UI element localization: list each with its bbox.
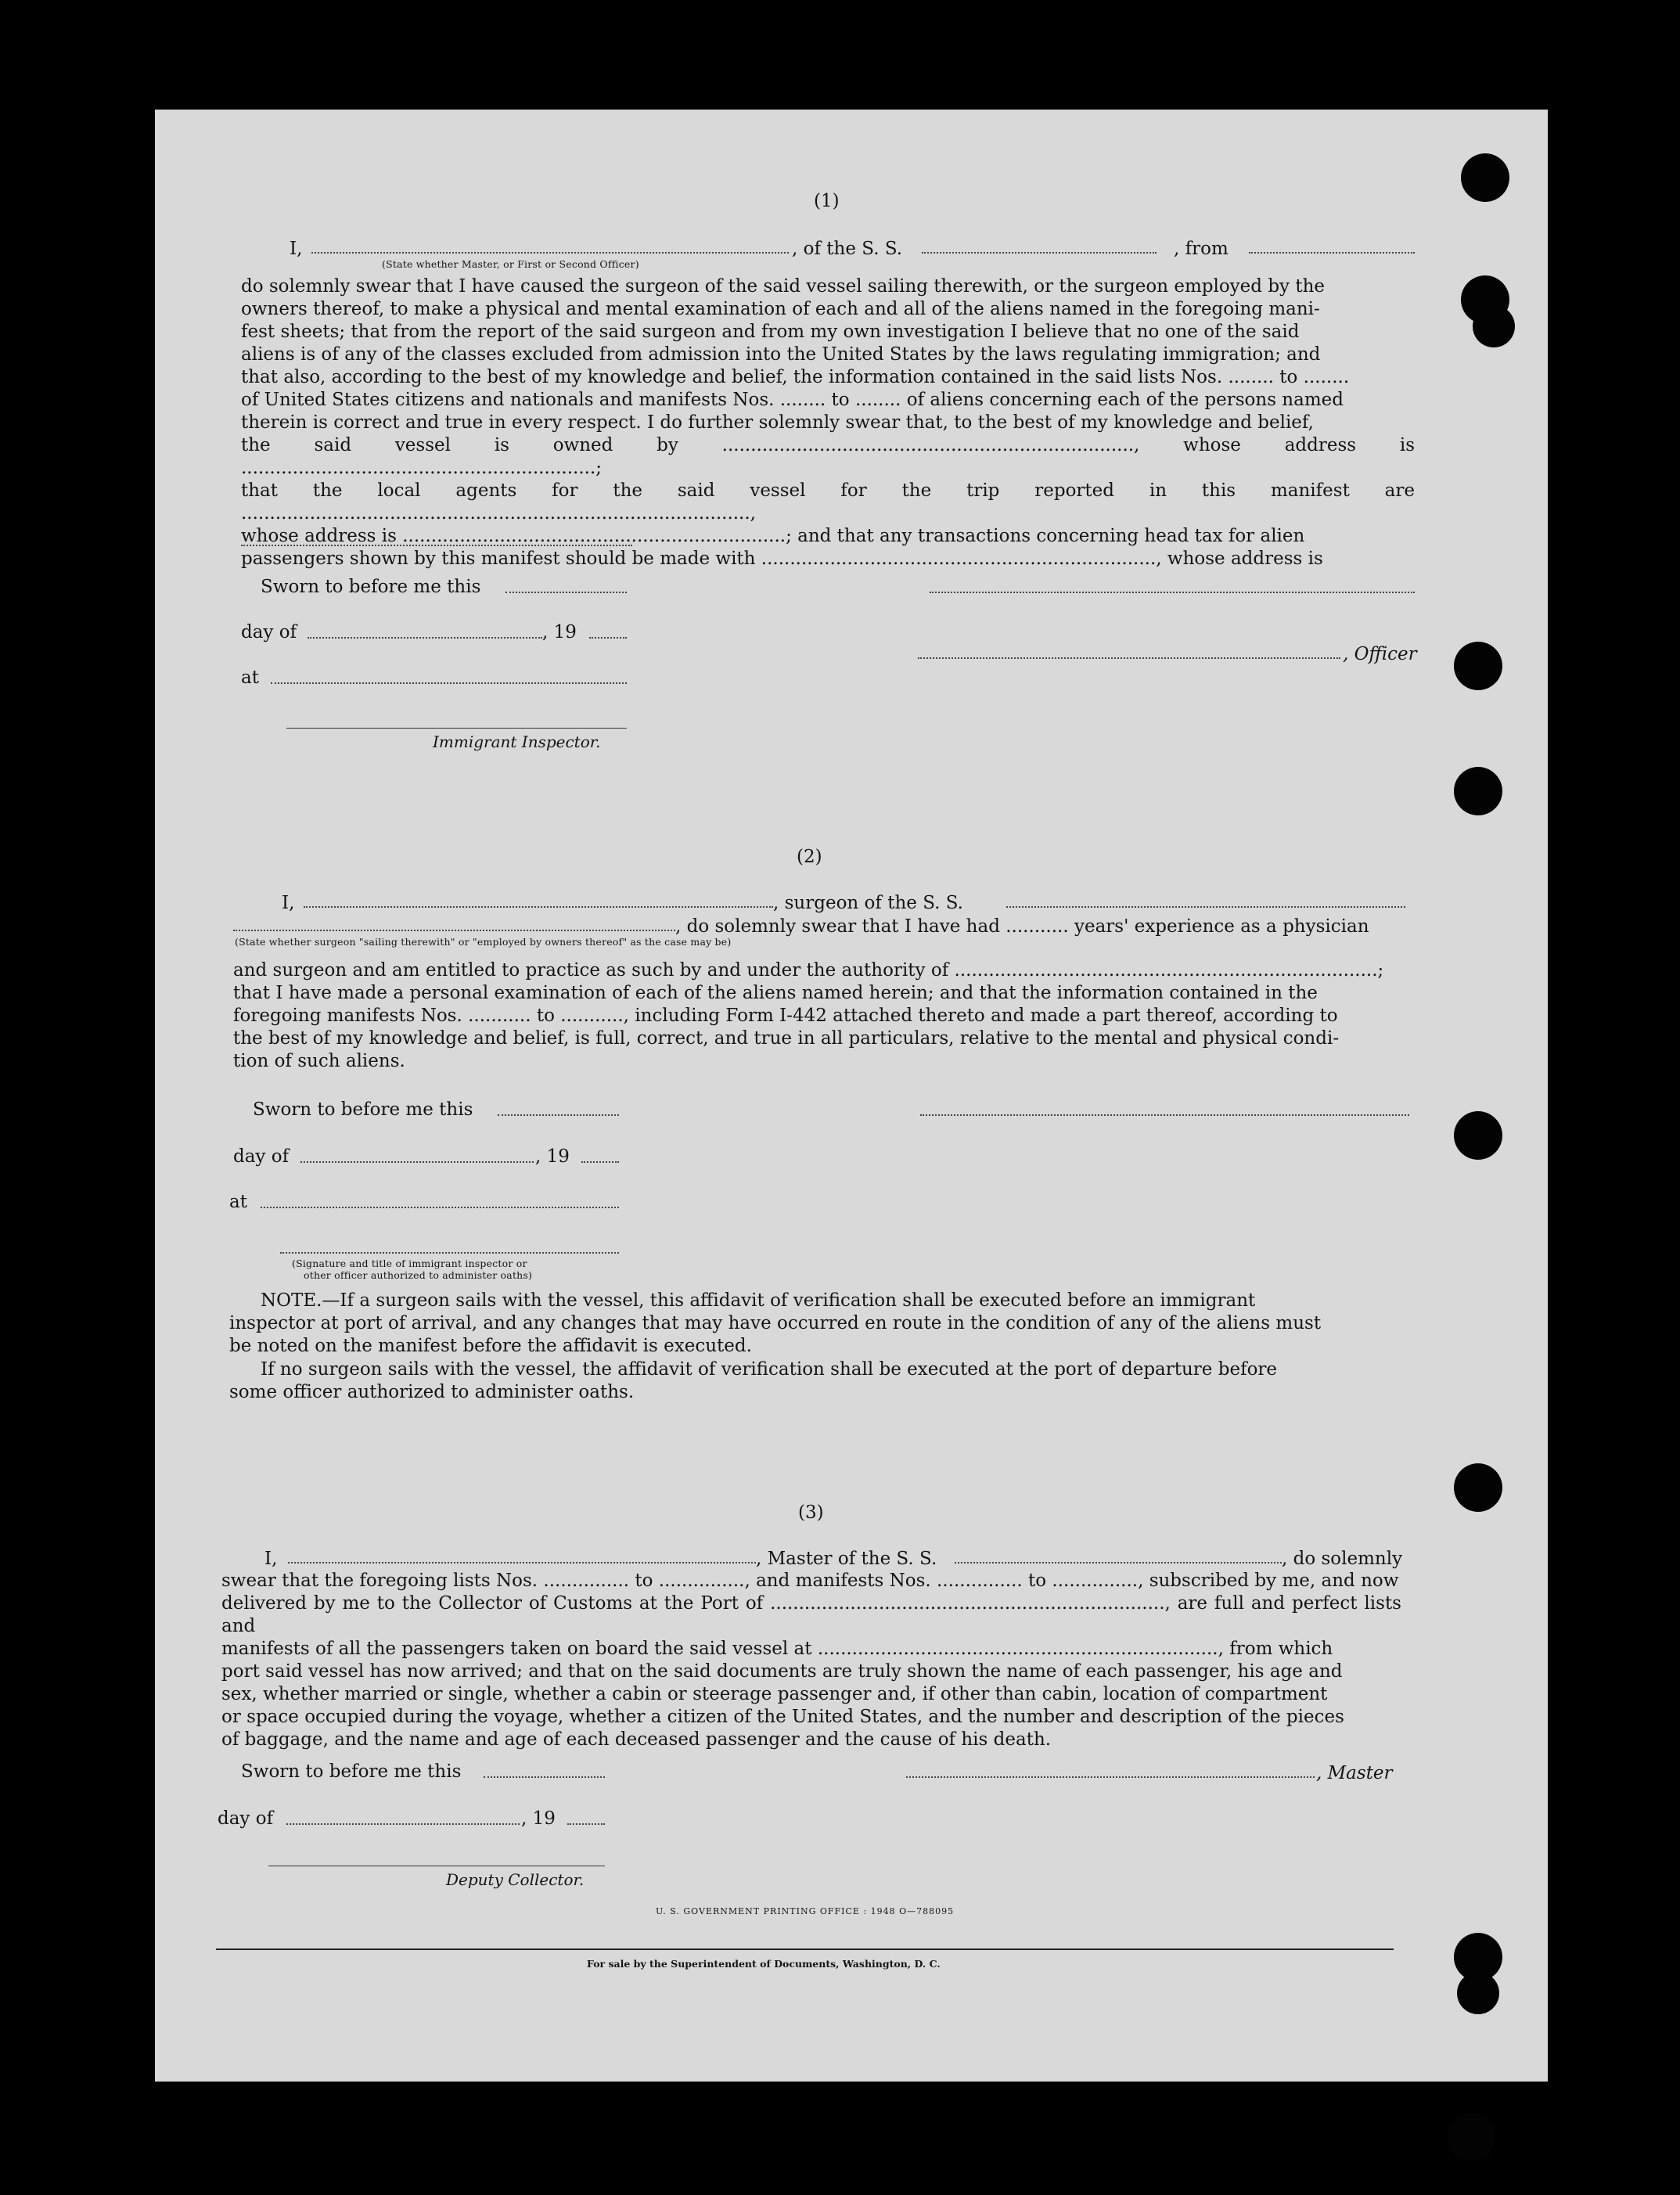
section-2-body [233, 959, 1413, 1073]
s3-sworn-date-field[interactable] [484, 1776, 605, 1778]
s1-line: therein is correct and true in every respect. I do further solemnly swear that, to the best of my knowledge and belief, [241, 412, 1314, 433]
s2-at-field[interactable] [261, 1207, 619, 1208]
s1-sworn-label: Sworn to before me this [261, 577, 481, 597]
s1-line: do solemnly swear that I have caused the surgeon of the said vessel sailing therewith, or the surgeon employed by the [241, 276, 1326, 297]
section-3-number: (3) [798, 1502, 824, 1523]
s2-surgeon-signature-field[interactable] [920, 1114, 1409, 1116]
s2-sig-caption-1: (Signature and title of immigrant inspector or [292, 1258, 527, 1269]
s1-at-label: at [241, 667, 259, 688]
section-3-intro: I, [264, 1549, 278, 1569]
vessel-name-field[interactable] [922, 252, 1157, 254]
s1-line: owners thereof, to make a physical and mental examination of each and all of the aliens named in the foregoing mani- [241, 299, 1320, 319]
s3-sworn-label: Sworn to before me this [241, 1761, 462, 1782]
form-page [155, 110, 1548, 2082]
section-3-body [221, 1570, 1401, 1751]
s3-line: delivered by me to the Collector of Customs at the Port of ....................................................................., are full and perfect lists and [221, 1593, 1401, 1636]
s3-master-label: , Master [1316, 1763, 1393, 1783]
s1-day-of-label: day of [241, 622, 297, 642]
s3-day-of-label: day of [218, 1808, 274, 1829]
s2-authority-signature-field[interactable] [280, 1252, 619, 1254]
gpo-imprint: U. S. GOVERNMENT PRINTING OFFICE : 1948 O—788095 [656, 1906, 955, 1916]
binder-hole [1454, 767, 1502, 815]
s1-line: that the local agents for the said vessel for the trip reported in this manifest are ........................................................................................., [241, 480, 1415, 524]
s1-year-label: , 19 [542, 622, 577, 642]
s1-officer-signature-field[interactable] [930, 592, 1415, 593]
binder-hole [1454, 642, 1502, 690]
surgeon-status-caption: (State whether surgeon "sailing therewith" or "employed by owners thereof" as the case may be) [235, 936, 732, 948]
section-2-number: (2) [797, 847, 822, 867]
s1-at-field[interactable] [271, 682, 627, 684]
s3-collector-label: Deputy Collector. [446, 1870, 585, 1889]
s2-line: tion of such aliens. [233, 1051, 405, 1071]
master-name-field[interactable] [288, 1562, 756, 1563]
from-port-field[interactable] [1249, 252, 1415, 254]
section-1-intro: I, [290, 239, 303, 259]
binder-hole [1454, 1111, 1502, 1160]
note-line: NOTE.—If a surgeon sails with the vessel, this affidavit of verification shall be executed before an immigrant [261, 1290, 1256, 1311]
s2-month-field[interactable] [300, 1161, 534, 1163]
officer-rank-field[interactable] [311, 252, 789, 254]
s1-inspector-line [286, 728, 627, 729]
sale-notice: For sale by the Superintendent of Documents, Washington, D. C. [587, 1958, 941, 1970]
s3-master-signature-field[interactable] [906, 1776, 1315, 1778]
s2-line: foregoing manifests Nos. ........... to ..........., including Form I-442 attached thereto and made a part thereof, according to [233, 1006, 1338, 1026]
rank-caption: (State whether Master, or First or Second Officer) [382, 258, 639, 270]
s3-year-field[interactable] [567, 1823, 605, 1825]
section-2-intro: I, [282, 893, 295, 913]
agent-address-field[interactable] [241, 545, 632, 546]
s2-year-label: , 19 [535, 1146, 570, 1167]
s2-sworn-date-field[interactable] [498, 1114, 619, 1116]
note-line: If no surgeon sails with the vessel, the affidavit of verification shall be executed at the port of departure before [261, 1359, 1278, 1380]
s1-line: whose address is ...................................................................; and that any transactions concerning head tax for alien [241, 526, 1305, 546]
s1-line: passengers shown by this manifest should be made with ....................................................................., whose address is [241, 549, 1323, 569]
s1-month-field[interactable] [308, 637, 542, 639]
s1-officer-title-field[interactable] [918, 657, 1340, 659]
s2-vessel-name-field[interactable] [1006, 906, 1405, 908]
years-experience-label: , do solemnly swear that I have had ........... years' experience as a physician [675, 916, 1369, 937]
s1-line: fest sheets; that from the report of the said surgeon and from my own investigation I believe that no one of the said [241, 322, 1300, 342]
binder-hole [1473, 305, 1515, 347]
s1-line: the said vessel is owned by ........................................................................, whose address is ..............................................................; [241, 435, 1415, 478]
surgeon-of-label: , surgeon of the S. S. [773, 893, 963, 913]
s2-day-of-label: day of [233, 1146, 290, 1167]
note-line: some officer authorized to administer oaths. [229, 1382, 635, 1402]
binder-hole [1457, 1972, 1499, 2014]
surgeon-name-field[interactable] [304, 906, 773, 908]
note-line: be noted on the manifest before the affidavit is executed. [229, 1336, 752, 1356]
note-2 [229, 1358, 1409, 1404]
section-1-body [241, 275, 1415, 570]
s1-officer-label: , Officer [1343, 644, 1417, 664]
do-solemnly-label: , do solemnly [1282, 1549, 1403, 1569]
s3-line: port said vessel has now arrived; and that on the said documents are truly shown the name of each passenger, his age and [221, 1661, 1343, 1682]
bottom-rule [216, 1949, 1394, 1950]
s2-sworn-label: Sworn to before me this [253, 1099, 473, 1120]
master-of-label: , Master of the S. S. [756, 1549, 937, 1569]
note-1 [229, 1290, 1409, 1358]
s2-line: that I have made a personal examination of each of the aliens named herein; and that the information contained in the [233, 983, 1318, 1003]
binder-hole [1454, 1463, 1502, 1512]
s1-line: that also, according to the best of my knowledge and belief, the information contained in the said lists Nos. ........ to ........ [241, 367, 1350, 387]
note-line: inspector at port of arrival, and any changes that may have occurred en route in the condition of any of the aliens must [229, 1313, 1322, 1333]
s3-month-field[interactable] [286, 1823, 520, 1825]
surgeon-status-field[interactable] [233, 930, 675, 931]
s3-year-label: , 19 [521, 1808, 556, 1829]
s3-line: or space occupied during the voyage, whether a citizen of the United States, and the number and description of the pieces [221, 1707, 1344, 1727]
s1-line: of United States citizens and nationals and manifests Nos. ........ to ........ of aliens concerning each of the persons named [241, 390, 1344, 410]
s2-line: and surgeon and am entitled to practice as such by and under the authority of ..........................................................................; [233, 960, 1384, 981]
s3-vessel-name-field[interactable] [955, 1562, 1282, 1563]
from-label: , from [1174, 239, 1229, 259]
s3-line: swear that the foregoing lists Nos. ............... to ..............., and manifests Nos. ............... to ..............., subscribed by me, and now [221, 1571, 1399, 1591]
s1-year-field[interactable] [589, 637, 627, 639]
s2-year-field[interactable] [581, 1161, 619, 1163]
binder-hole [1461, 153, 1509, 202]
section-1-number: (1) [814, 191, 840, 211]
s3-line: of baggage, and the name and age of each deceased passenger and the cause of his death. [221, 1729, 1052, 1750]
s1-sworn-date-field[interactable] [505, 592, 627, 593]
binder-hole [1448, 2113, 1496, 2161]
s3-line: sex, whether married or single, whether a cabin or steerage passenger and, if other than cabin, location of compartment [221, 1684, 1328, 1704]
of-ss-label: , of the S. S. [792, 239, 903, 259]
s1-line: aliens is of any of the classes excluded from admission into the United States by the laws regulating immigration; and [241, 344, 1321, 365]
s2-sig-caption-2: other officer authorized to administer oaths) [304, 1269, 533, 1281]
s1-inspector-label: Immigrant Inspector. [433, 732, 601, 751]
s2-at-label: at [229, 1192, 247, 1212]
s3-line: manifests of all the passengers taken on board the said vessel at ......................................................................, from which [221, 1639, 1333, 1659]
s2-line: the best of my knowledge and belief, is full, correct, and true in all particulars, relative to the mental and physical condi- [233, 1028, 1340, 1049]
